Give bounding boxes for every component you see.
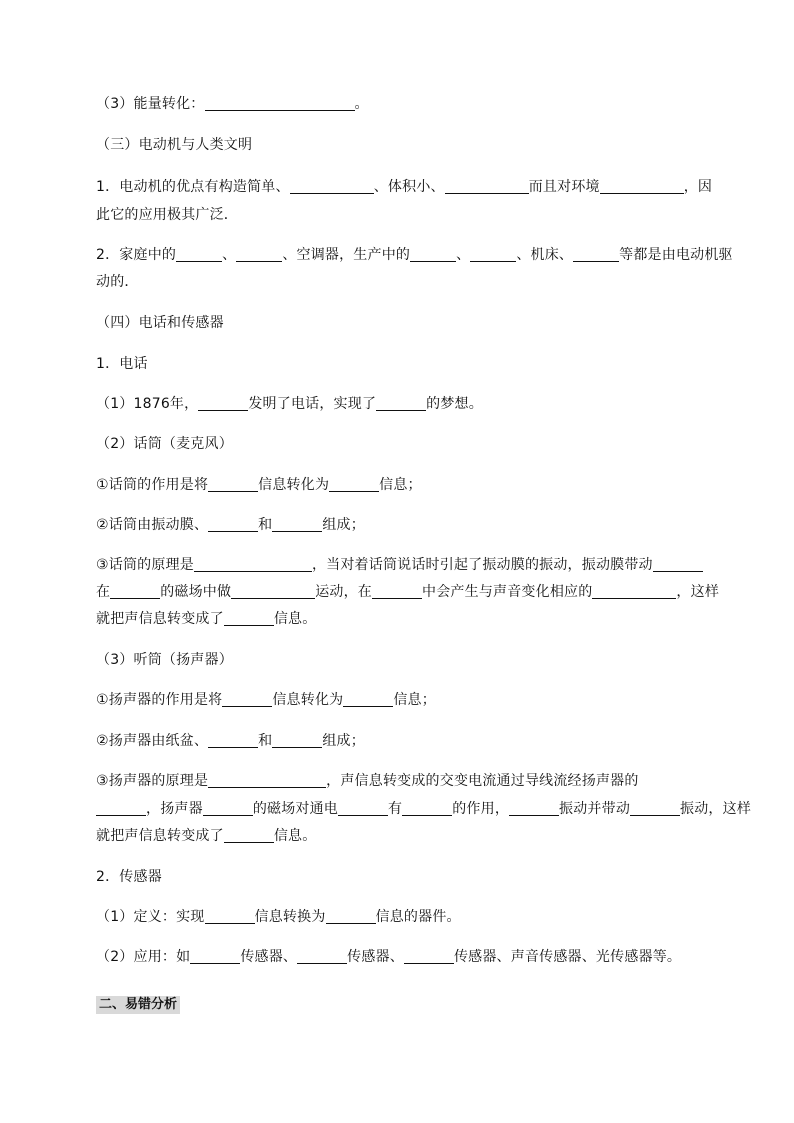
section-heading-phone: （四）电话和传感器	[96, 315, 224, 331]
answer-blank[interactable]	[410, 247, 456, 262]
answer-blank[interactable]	[290, 179, 374, 194]
answer-blank[interactable]	[194, 557, 312, 572]
motor-advantages-line: 1．电动机的优点有构造简单、 、体积小、 而且对环境 ，因	[96, 179, 713, 195]
subheading-phone: 1．电话	[96, 356, 148, 372]
answer-blank[interactable]	[329, 477, 379, 492]
subheading-sensor: 2．传感器	[96, 869, 162, 885]
answer-blank[interactable]	[176, 247, 222, 262]
answer-blank[interactable]	[272, 733, 322, 748]
answer-blank[interactable]	[205, 909, 255, 924]
answer-blank[interactable]	[402, 801, 452, 816]
microphone-function-line: ①话筒的作用是将 信息转化为 信息；	[96, 477, 422, 493]
answer-blank[interactable]	[509, 801, 559, 816]
speaker-principle-line: ③扬声器的原理是 ，声信息转变成的交变电流通过导线流经扬声器的	[96, 773, 639, 789]
answer-blank[interactable]	[573, 247, 619, 262]
answer-blank[interactable]	[203, 801, 253, 816]
subheading-microphone: （2）话筒（麦克风）	[96, 436, 233, 452]
motor-usage-line: 2．家庭中的 、 、空调器，生产中的 、 、机床、 等都是由电动机驱	[96, 247, 733, 263]
answer-blank[interactable]	[208, 477, 258, 492]
motor-usage-line-2: 动的．	[96, 274, 139, 290]
answer-blank[interactable]	[653, 557, 703, 572]
answer-blank[interactable]	[208, 773, 326, 788]
sensor-definition-line: （1）定义：实现 信息转换为 信息的器件。	[96, 909, 461, 925]
answer-blank[interactable]	[372, 584, 422, 599]
subheading-speaker: （3）听筒（扬声器）	[96, 652, 233, 668]
answer-blank[interactable]	[231, 584, 315, 599]
answer-blank[interactable]	[404, 949, 454, 964]
answer-blank[interactable]	[600, 179, 684, 194]
answer-blank[interactable]	[190, 949, 240, 964]
speaker-parts-line: ②扬声器由纸盆、 和 组成；	[96, 733, 365, 749]
microphone-principle-line-2: 在 的磁场中做 运动，在 中会产生与声音变化相应的 ，这样	[96, 584, 720, 600]
microphone-principle-line-3: 就把声信息转变成了 信息。	[96, 611, 317, 627]
answer-blank[interactable]	[343, 692, 393, 707]
answer-blank[interactable]	[297, 949, 347, 964]
speaker-principle-line-3: 就把声信息转变成了 信息。	[96, 828, 317, 844]
answer-blank[interactable]	[205, 96, 355, 111]
answer-blank[interactable]	[376, 396, 426, 411]
speaker-function-line: ①扬声器的作用是将 信息转化为 信息；	[96, 692, 436, 708]
phone-history-line: （1）1876年， 发明了电话，实现了 的梦想。	[96, 396, 483, 412]
sensor-application-line: （2）应用：如 传感器、 传感器、 传感器、声音传感器、光传感器等。	[96, 949, 682, 965]
answer-blank[interactable]	[208, 517, 258, 532]
answer-blank[interactable]	[338, 801, 388, 816]
answer-blank[interactable]	[592, 584, 676, 599]
microphone-principle-line: ③话筒的原理是 ，当对着话筒说话时引起了振动膜的振动，振动膜带动	[96, 556, 703, 574]
answer-blank[interactable]	[96, 801, 146, 816]
answer-blank[interactable]	[224, 611, 274, 626]
answer-blank[interactable]	[445, 179, 529, 194]
speaker-principle-line-2: ，扬声器 的磁场对通电 有 的作用， 振动并带动 振动，这样	[96, 800, 751, 818]
energy-conversion-line: （3）能量转化： 。	[96, 96, 369, 112]
answer-blank[interactable]	[470, 247, 516, 262]
answer-blank[interactable]	[222, 692, 272, 707]
section-heading-error-analysis: 二、易错分析	[96, 996, 180, 1014]
section-heading-motor: （三）电动机与人类文明	[96, 137, 253, 153]
answer-blank[interactable]	[208, 733, 258, 748]
motor-advantages-line-2: 此它的应用极其广泛．	[96, 207, 238, 223]
answer-blank[interactable]	[236, 247, 282, 262]
answer-blank[interactable]	[198, 396, 248, 411]
microphone-parts-line: ②话筒由振动膜、 和 组成；	[96, 517, 365, 533]
answer-blank[interactable]	[110, 584, 160, 599]
answer-blank[interactable]	[224, 828, 274, 843]
answer-blank[interactable]	[630, 801, 680, 816]
answer-blank[interactable]	[326, 909, 376, 924]
answer-blank[interactable]	[272, 517, 322, 532]
